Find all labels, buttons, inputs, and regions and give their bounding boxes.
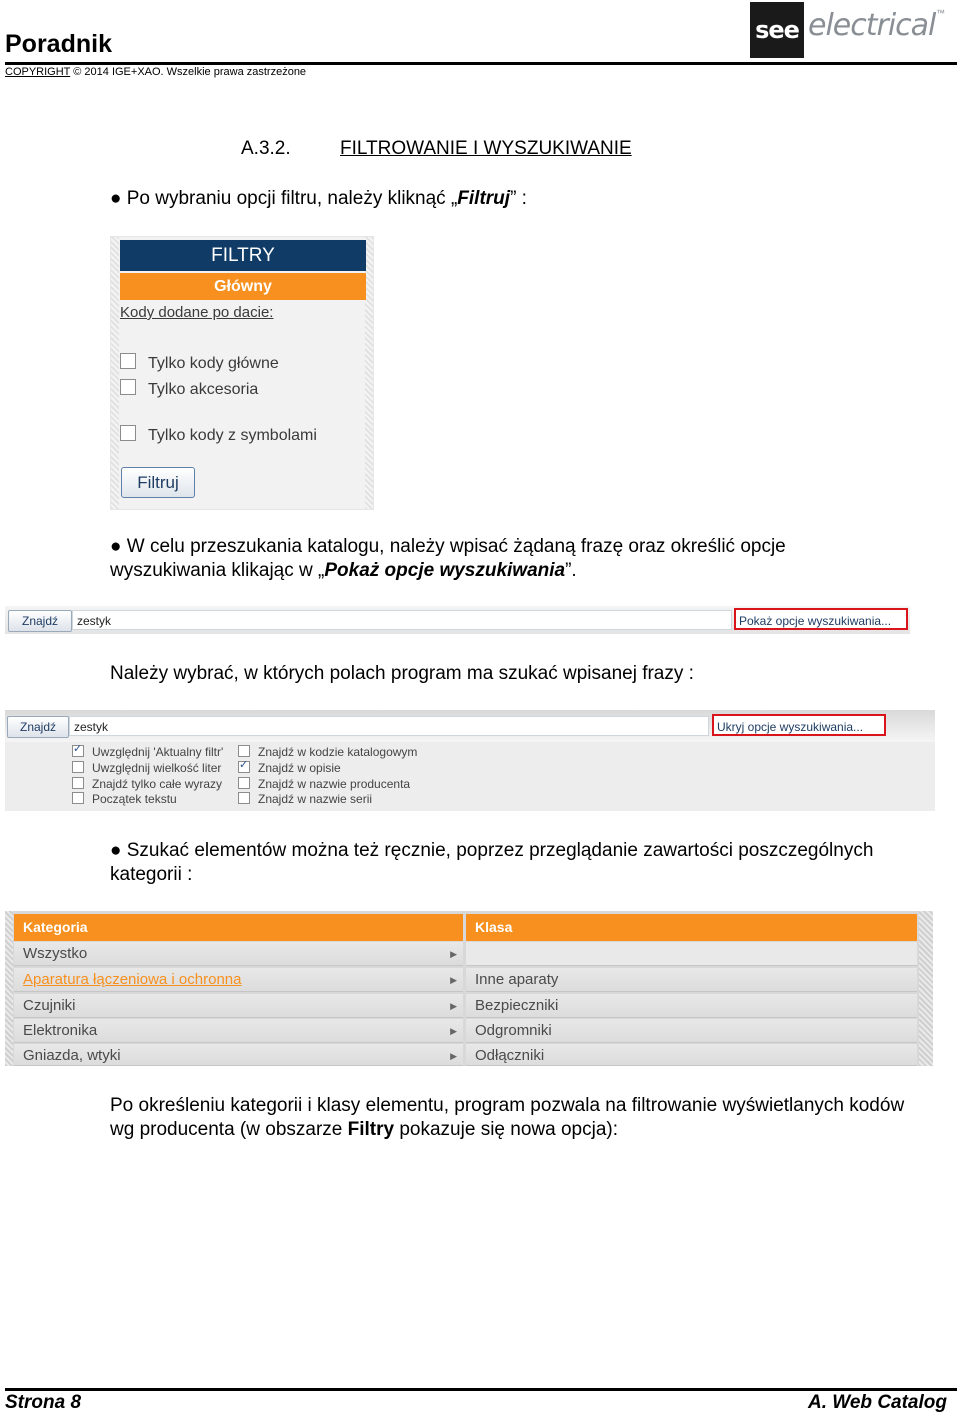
p5-tail: pokazuje się nowa opcja):	[394, 1118, 618, 1140]
paragraph-browse-categories: ● Szukać elementów można też ręcznie, poprzez przeglądanie zawartości poszczególnych kategorii :	[110, 840, 874, 885]
copyright-line	[5, 66, 306, 78]
checkbox[interactable]	[120, 425, 136, 441]
document-title: Poradnik	[5, 30, 112, 58]
paragraph-filter-instruction	[110, 187, 527, 211]
option-label: Tylko akcesoria	[148, 381, 259, 398]
option-text-start[interactable]	[72, 792, 177, 806]
checkbox[interactable]	[238, 777, 250, 789]
checkbox[interactable]	[238, 792, 250, 804]
class-label: Odgromniki	[475, 1022, 552, 1039]
category-row-selected[interactable]	[14, 968, 463, 992]
option-manufacturer[interactable]	[238, 777, 410, 791]
arrow-right-icon: ▶	[450, 949, 457, 959]
category-row[interactable]	[14, 1019, 463, 1043]
paragraph-manufacturer-filter	[110, 1094, 930, 1141]
option-label: Początek tekstu	[92, 792, 177, 806]
option-current-filter[interactable]	[72, 745, 223, 759]
filters-panel	[110, 236, 374, 510]
category-label: Aparatura łączeniowa i ochronna	[23, 971, 242, 988]
panel-border-right	[365, 237, 373, 509]
arrow-right-icon: ▶	[450, 975, 457, 985]
class-column-header: Klasa	[466, 914, 917, 941]
search-input[interactable]: zestyk	[69, 716, 709, 736]
header-rule	[5, 62, 957, 65]
filter-button[interactable]: Filtruj	[121, 467, 195, 498]
class-row-empty	[466, 942, 917, 966]
checkbox[interactable]	[120, 379, 136, 395]
option-whole-words[interactable]	[72, 777, 222, 791]
option-label: Znajdź w kodzie katalogowym	[258, 745, 418, 759]
category-label: Elektronika	[23, 1022, 98, 1039]
search-bar-expanded	[5, 710, 935, 811]
class-label: Odłączniki	[475, 1047, 545, 1064]
footer-rule	[5, 1388, 957, 1391]
option-label: Tylko kody z symbolami	[148, 427, 317, 444]
filter-option-with-symbols[interactable]	[120, 425, 317, 445]
section-number: A.3.2.	[241, 138, 291, 159]
category-label: Wszystko	[23, 945, 88, 962]
checkbox[interactable]	[72, 761, 84, 773]
class-label: Bezpieczniki	[475, 997, 559, 1014]
option-description[interactable]	[238, 761, 341, 775]
category-label: Czujniki	[23, 997, 76, 1014]
option-label: Uwzględnij wielkość liter	[92, 761, 222, 775]
panel-border-left	[111, 237, 119, 509]
p2-text: ● W celu przeszukania katalogu, należy wpisać żądaną frazę oraz określić opcje wyszukiwania klikając w „	[110, 536, 786, 581]
logo-electrical-text: electrical	[808, 8, 936, 43]
search-bar-collapsed	[5, 606, 910, 634]
arrow-right-icon: ▶	[450, 1051, 457, 1061]
checkbox-checked[interactable]	[72, 745, 84, 757]
checkbox-checked[interactable]	[238, 761, 250, 773]
category-browser	[5, 911, 933, 1066]
p1-emphasis: Filtruj	[457, 188, 511, 209]
p2-emphasis: Pokaż opcje wyszukiwania	[324, 559, 566, 581]
class-label: Inne aparaty	[475, 971, 559, 988]
tab-main[interactable]: Główny	[120, 273, 366, 300]
filter-option-accessories[interactable]	[120, 379, 258, 399]
see-electrical-logo	[750, 2, 950, 60]
category-label: Gniazda, wtyki	[23, 1047, 121, 1064]
copyright-text: © 2014 IGE+XAO. Wszelkie prawa zastrzeżone	[70, 66, 307, 78]
hide-search-options-button[interactable]: Ukryj opcje wyszukiwania...	[712, 714, 886, 736]
p2-tail: ”.	[565, 559, 577, 581]
arrow-right-icon: ▶	[450, 1001, 457, 1011]
class-row[interactable]	[466, 994, 917, 1018]
category-row[interactable]	[14, 1044, 463, 1066]
option-label: Uwzględnij 'Aktualny filtr'	[92, 745, 224, 759]
class-row[interactable]	[466, 968, 917, 992]
checkbox[interactable]	[72, 792, 84, 804]
copyright-link[interactable]: COPYRIGHT	[5, 66, 71, 78]
checkbox[interactable]	[120, 353, 136, 369]
option-label: Tylko kody główne	[148, 355, 279, 372]
p5-text: Po określeniu kategorii i klasy elementu, program pozwala na filtrowanie wyświetlanych kodów wg producenta (w obszarze	[110, 1095, 905, 1140]
class-row[interactable]	[466, 1044, 917, 1066]
p1-text: ● Po wybraniu opcji filtru, należy kliknąć „	[110, 188, 458, 209]
category-column-header: Kategoria	[14, 914, 463, 941]
arrow-right-icon: ▶	[450, 1026, 457, 1036]
section-title: FILTROWANIE I WYSZUKIWANIE	[340, 138, 632, 159]
date-added-link[interactable]: Kody dodane po dacie:	[120, 304, 274, 321]
filter-option-main-codes[interactable]	[120, 353, 279, 373]
table-border-left	[5, 911, 13, 1066]
table-border-right	[919, 911, 933, 1066]
paragraph-choose-fields: Należy wybrać, w których polach program ma szukać wpisanej frazy :	[110, 663, 694, 684]
filters-heading: FILTRY	[120, 240, 366, 271]
chapter-name: A. Web Catalog	[808, 1392, 947, 1413]
option-case-sensitive[interactable]	[72, 761, 221, 775]
p5-strong: Filtry	[347, 1118, 395, 1140]
paragraph-search-instruction	[110, 535, 870, 582]
logo-trademark: ™	[936, 8, 945, 18]
option-series[interactable]	[238, 792, 372, 806]
show-search-options-button[interactable]: Pokaż opcje wyszukiwania...	[734, 608, 908, 630]
option-label: Znajdź w opisie	[258, 761, 341, 775]
option-label: Znajdź w nazwie serii	[258, 792, 373, 806]
logo-see-mark: see	[750, 2, 804, 58]
option-label: Znajdź w nazwie producenta	[258, 777, 411, 791]
category-row[interactable]	[14, 994, 463, 1018]
find-button[interactable]: Znajdź	[7, 716, 69, 738]
page-number: Strona 8	[5, 1392, 82, 1413]
option-catalog-code[interactable]	[238, 745, 417, 759]
checkbox[interactable]	[238, 745, 250, 757]
option-label: Znajdź tylko całe wyrazy	[92, 777, 223, 791]
search-input[interactable]: zestyk	[72, 610, 732, 630]
checkbox[interactable]	[72, 777, 84, 789]
p1-tail: ” :	[510, 188, 527, 209]
class-row[interactable]	[466, 1019, 917, 1043]
find-button[interactable]: Znajdź	[8, 610, 72, 632]
category-row[interactable]	[14, 942, 463, 966]
